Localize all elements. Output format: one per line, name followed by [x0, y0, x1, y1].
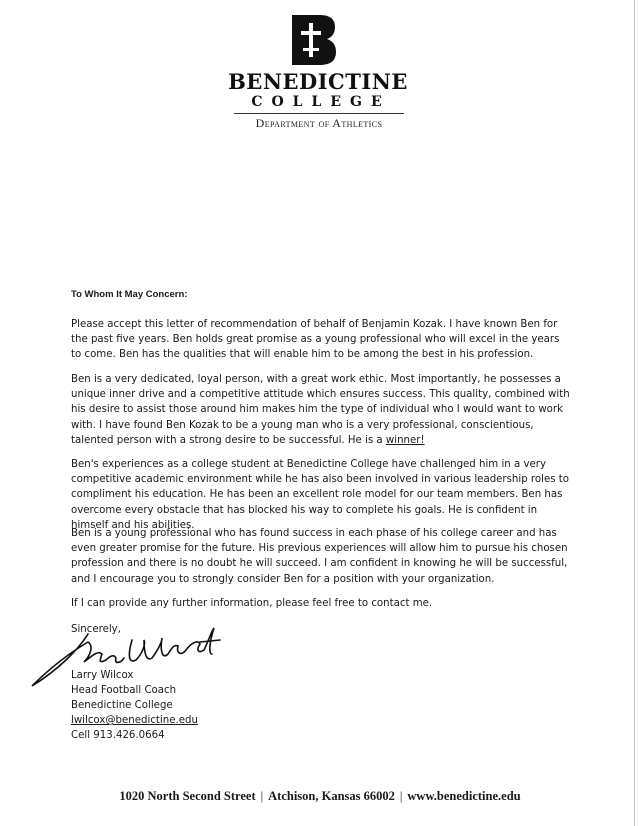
college-subtitle: COLLEGE [251, 94, 391, 110]
paragraph-2 [71, 372, 571, 448]
department-name: Department of Athletics [255, 116, 383, 130]
paragraph-2-text: Ben is a very dedicated, loyal person, with a great work ethic. Most importantly, he possesses a unique inner drive and a competitive attitude which ensures success. This quality, combined with his desire to assist those around him makes him the type of individual who I would want to work with. I have found Ben Kozak to be a young man who is a very professional, conscientious, talented person with a strong desire to be successful. He is a [71, 374, 570, 446]
benedictine-logo-icon [290, 14, 338, 66]
signer-phone: Cell 913.426.0664 [71, 730, 165, 742]
handwritten-signature-icon [28, 620, 228, 690]
footer-city: Atchison, Kansas 66002 [268, 789, 395, 803]
paragraph-3: Ben's experiences as a college student at Benedictine College have challenged him in a very competitive academic environment while he has also been involved in various leadership roles to compliment his education. He has been an excellent role model for our team members. Ben has overcome every obstacle that has blocked his way to complete his goals. He is confident in himself and his abilities. [71, 459, 569, 531]
signer-name: Larry Wilcox [71, 669, 134, 681]
footer-website-link[interactable]: www.benedictine.edu [407, 789, 521, 803]
page-edge [634, 0, 635, 826]
letterhead-divider [234, 113, 404, 114]
letter-footer [70, 788, 570, 804]
paragraph-4: Ben is a young professional who has found success in each phase of his college career and has even greater promise for the future. His previous experiences will allow him to pursue his chosen profession and there is no doubt he will succeed. I am confident in knowing he will be successful, and I encourage you to strongly consider Ben for a position with your organization. [71, 528, 568, 585]
footer-separator: | [399, 789, 403, 803]
valediction: Sincerely, [71, 624, 121, 635]
college-name: BENEDICTINE [228, 69, 408, 94]
signer-organization: Benedictine College [71, 700, 173, 712]
paragraph-1: Please accept this letter of recommendation of behalf of Benjamin Kozak. I have known Ben for the past five years. Ben holds great promise as a young professional who will excel in the years to come. Ben has the qualities that will enable him to be among the best in his profession. [71, 319, 560, 361]
salutation: To Whom It May Concern: [71, 289, 188, 300]
paragraph-5: If I can provide any further information, please feel free to contact me. [71, 598, 433, 609]
footer-separator: | [260, 789, 264, 803]
signer-email-link[interactable]: lwilcox@benedictine.edu [71, 715, 198, 727]
footer-address: 1020 North Second Street [119, 789, 256, 803]
signer-title: Head Football Coach [71, 684, 177, 696]
paragraph-2-emphasis: winner! [385, 434, 425, 446]
